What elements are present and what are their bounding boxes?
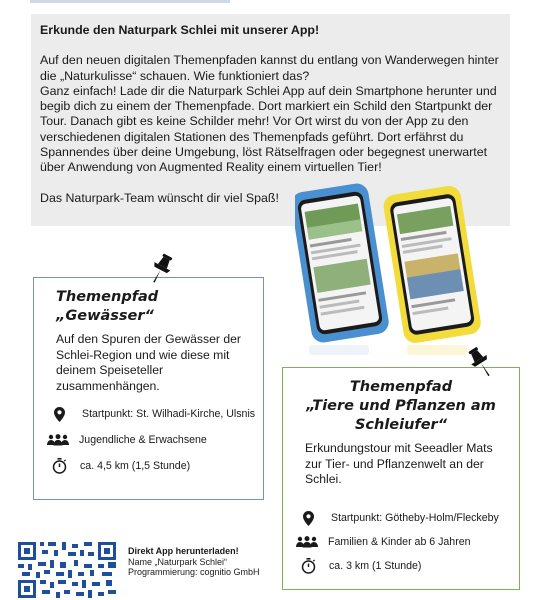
trail-shore-description: Erkundungstour mit Seeadler Mats zur Tier- und Pflanzenwelt an der Schlei. — [305, 441, 493, 487]
intro-paragraph-1-text: Auf den neuen digitalen Themenpfaden kannst du entlang von Wanderwegen hinter die „Naturkulisse“ schauen. Wie funktioniert das? — [40, 53, 499, 83]
intro-paragraph-2-text: Ganz einfach! Lade dir die Naturpark Schlei App auf dein Smartphone herunter und begib dich zu einem der Themenpfade. Dort markiert ein Schild den Startpunkt der Tour. Danach gibt es keine Schilder mehr! Vor Ort wirst du von der App zu den verschiedenen digitalen Stationen des Themenpfads geführt. Dort erfährst du Spannendes über deine Umgebung, löst Rätselfragen oder begegnest unerwartet über Anwendung von Augmented Reality einem virtuellen Tier! — [40, 83, 497, 175]
push-pin-icon — [465, 345, 497, 381]
trail-shore-title-line1: Themenpfad — [349, 379, 453, 395]
top-divider — [30, 0, 230, 3]
location-pin-icon — [54, 406, 76, 422]
trail-card-water — [33, 277, 264, 500]
stopwatch-icon — [52, 458, 74, 474]
trail-water-duration: ca. 4,5 km (1,5 Stunde) — [80, 459, 191, 472]
trail-water-title-line2: „Gewässer“ — [56, 308, 154, 324]
trail-shore-audience-row — [296, 534, 471, 550]
trail-shore-duration-row — [301, 558, 421, 574]
location-pin-icon — [303, 510, 325, 526]
trail-card-shore — [282, 367, 520, 590]
trail-shore-title-line3: Schleiufer“ — [354, 417, 448, 433]
qr-code[interactable] — [18, 542, 116, 598]
intro-closing: Das Naturpark-Team wünscht dir viel Spaß! — [40, 190, 279, 205]
group-people-icon — [296, 534, 322, 550]
trail-water-description: Auf den Spuren der Gewässer der Schlei-Region und wie diese mit deinem Speiseteller zusammenhängen. — [56, 332, 241, 393]
intro-title: Erkunde den Naturpark Schlei mit unserer App! — [40, 23, 320, 37]
app-download-heading: Direkt App herunterladen! — [128, 546, 239, 556]
trail-water-audience: Jugendliche & Erwachsene — [79, 433, 207, 446]
intro-paragraph-1 — [40, 53, 501, 175]
app-programming: Programmierung: cognitio GmbH — [128, 567, 260, 578]
app-name: Name „Naturpark Schlei“ — [128, 556, 228, 567]
trail-water-title-line1: Themenpfad — [56, 289, 159, 305]
trail-shore-start-row — [303, 510, 499, 526]
trail-shore-title-line2: „Tiere und Pflanzen am — [306, 398, 496, 414]
app-download-info — [128, 546, 260, 578]
trail-water-duration-row — [52, 458, 190, 474]
phone-yellow — [382, 184, 483, 344]
phone-blue — [295, 183, 390, 344]
app-phones-illustration — [295, 183, 495, 363]
trail-shore-start: Startpunkt: Götheby-Holm/Fleckeby — [331, 511, 499, 524]
trail-shore-duration: ca. 3 km (1 Stunde) — [329, 559, 422, 572]
trail-shore-audience: Familien & Kinder ab 6 Jahren — [328, 535, 471, 548]
trail-water-start: Startpunkt: St. Wilhadi-Kirche, Ulsnis — [82, 407, 256, 420]
stopwatch-icon — [301, 558, 323, 574]
push-pin-icon — [146, 252, 176, 286]
group-people-icon — [47, 432, 73, 448]
trail-water-start-row — [54, 406, 255, 422]
trail-water-audience-row — [47, 432, 207, 448]
